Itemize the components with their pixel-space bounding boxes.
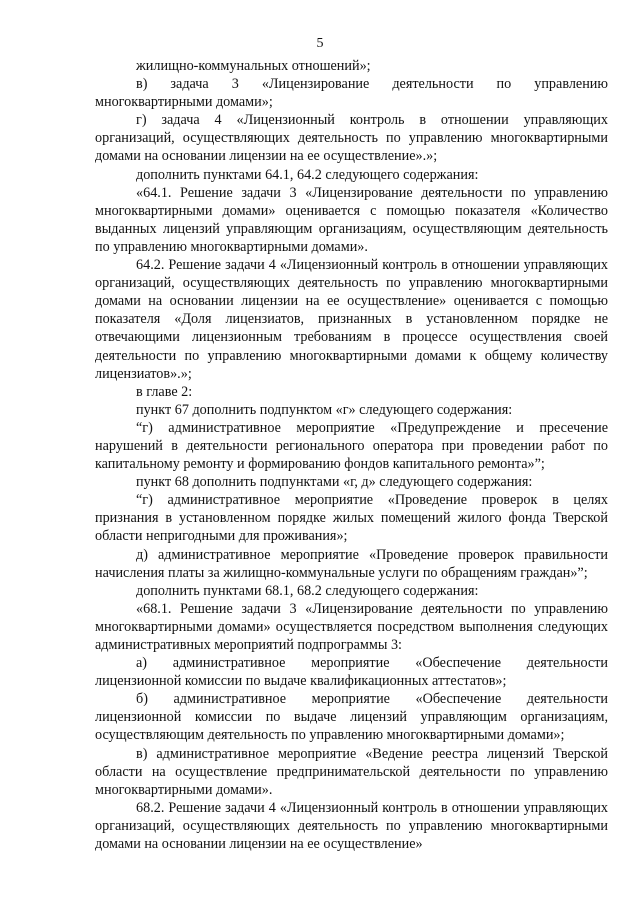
paragraph: д) административное мероприятие «Проведение проверок правильности начисления платы за жилищно-коммунальные услуги по обращениям граждан»”;: [95, 546, 608, 581]
paragraph: дополнить пунктами 64.1, 64.2 следующего содержания:: [136, 166, 479, 183]
paragraph: а) административное мероприятие «Обеспечение деятельности лицензионной комиссии по выдаче квалификационных аттестатов»;: [95, 655, 608, 690]
paragraph: 68.2. Решение задачи 4 «Лицензионный контроль в отношении управляющих организаций, осуществляющих деятельность по управлению многоквартирными домами на основании лицензии на ее осуществление»: [95, 799, 608, 853]
paragraph: дополнить пунктами 68.1, 68.2 следующего содержания:: [136, 582, 479, 599]
paragraph: пункт 67 дополнить подпунктом «г» следующего содержания:: [136, 401, 513, 418]
paragraph: б) административное мероприятие «Обеспечение деятельности лицензионной комиссии по выдаче лицензий управляющим организациям, осуществляющим деятельность по управлению многоквартирными домами»;: [95, 691, 608, 744]
document-body: [95, 57, 608, 853]
paragraph: “г) административное мероприятие «Проведение проверок в целях признания в установленном порядке жилых помещений жилого фонда Тверской области непригодными для проживания»;: [95, 492, 608, 545]
paragraph: пункт 68 дополнить подпунктами «г, д» следующего содержания:: [136, 474, 533, 491]
paragraph: в главе 2:: [136, 383, 193, 400]
paragraph: в) административное мероприятие «Ведение реестра лицензий Тверской области на осуществление предпринимательской деятельности по управлению многоквартирными домами».: [95, 745, 608, 798]
paragraph: 64.2. Решение задачи 4 «Лицензионный контроль в отношении управляющих организаций, осуществляющих деятельность по управлению многоквартирными домами на основании лицензии на ее осуществление» оценивается с помощью показателя «Доля лицензиатов, признанных в установленном порядке не отвечающими лицензионным требованиям в процессе осуществления своей деятельности по управлению многоквартирными домами к общему количеству лицензиатов».»;: [95, 257, 608, 382]
paragraph: «64.1. Решение задачи 3 «Лицензирование деятельности по управлению многоквартирными домами» оценивается с помощью показателя «Количество выданных лицензий управляющим организациям, осуществляющим деятельность по управлению многоквартирными домами».: [95, 184, 608, 255]
paragraph: “г) административное мероприятие «Предупреждение и пресечение нарушений в деятельности регионального оператора при проведении работ по капитальному ремонту и формированию фондов капитального ремонта»”;: [95, 419, 608, 473]
paragraph: г) задача 4 «Лицензионный контроль в отношении управляющих организаций, осуществляющих деятельность по управлению многоквартирными домами на основании лицензии на ее осуществление».»;: [95, 112, 608, 165]
paragraph: в) задача 3 «Лицензирование деятельности по управлению многоквартирными домами»;: [95, 76, 608, 111]
paragraph: «68.1. Решение задачи 3 «Лицензирование деятельности по управлению многоквартирными домами» осуществляется посредством выполнения следующих административных мероприятий подпрограммы 3:: [95, 600, 608, 653]
page-number: 5: [316, 36, 324, 51]
paragraph: жилищно-коммунальных отношений»;: [136, 58, 371, 74]
